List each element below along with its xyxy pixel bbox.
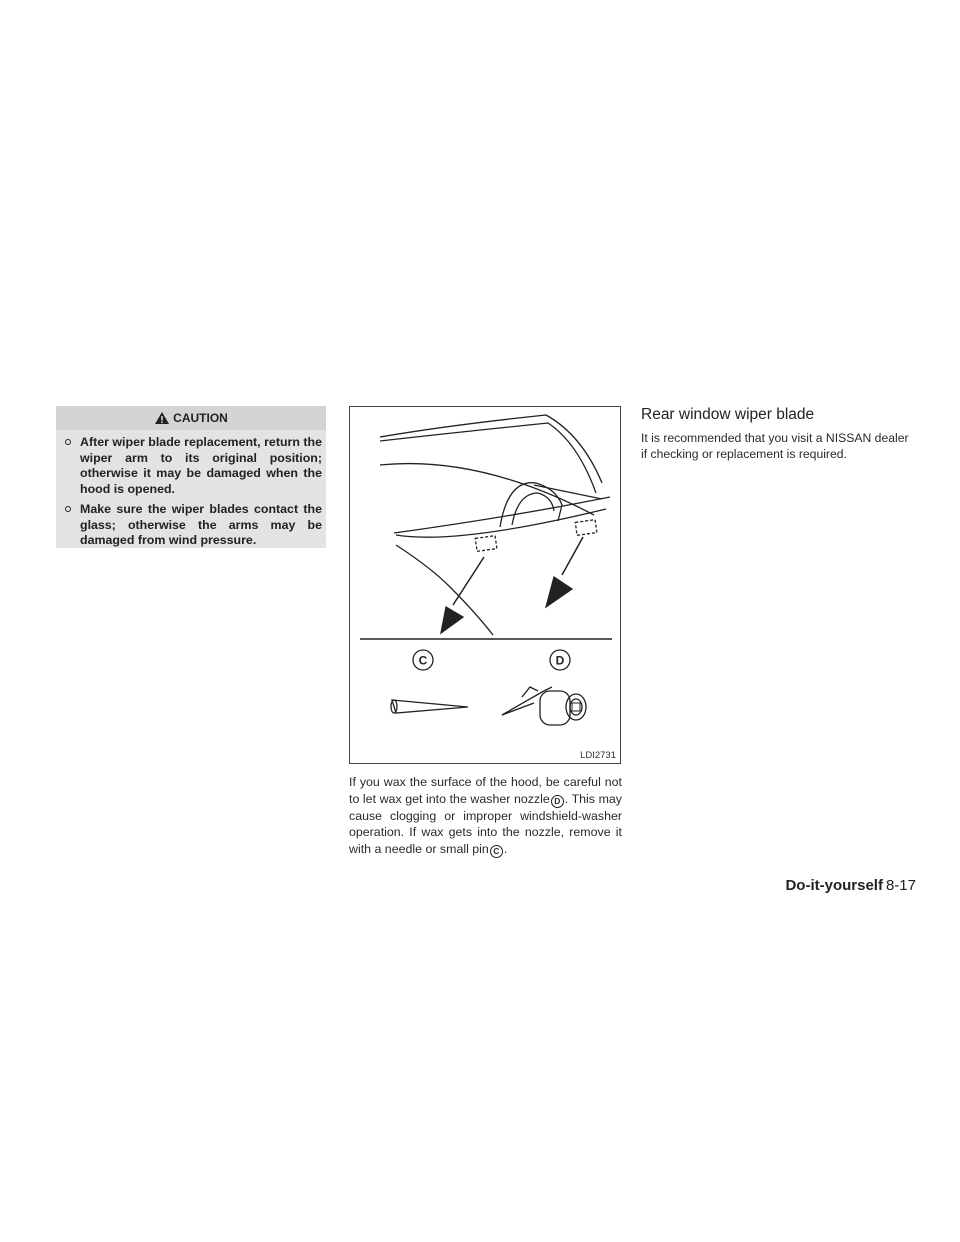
label-d: D (555, 653, 565, 668)
caution-item-text: After wiper blade replacement, return the wiper arm to its original position; otherwise it may be damaged when the hood is opened. (80, 435, 322, 496)
section-text: It is recommended that you visit a NISSAN dealer if checking or replacement is required. (641, 431, 909, 461)
caution-item (64, 502, 322, 549)
label-c: C (418, 653, 428, 668)
figure-code: LDI2731 (580, 750, 616, 761)
section-title: Rear window wiper blade (641, 406, 815, 423)
caution-list (56, 430, 326, 549)
hood-illustration (350, 407, 620, 763)
body-text-part3: . (503, 841, 508, 856)
caution-box (56, 406, 326, 548)
body-text-part2: . This may cause clogging or improper windshield-washer operation. If wax gets into the nozzle, remove it with a needle or small pin (349, 791, 622, 856)
caution-item-text: Make sure the wiper blades contact the glass; otherwise the arms may be damaged from wind pressure. (80, 502, 322, 547)
body-paragraph (349, 774, 622, 858)
page-number: 8-17 (885, 877, 916, 894)
chapter-name: Do-it-yourself (785, 877, 883, 894)
caution-header (56, 406, 326, 430)
caution-item (64, 435, 322, 497)
callout-d: D (551, 795, 564, 808)
callout-c: C (490, 845, 503, 858)
body-text-part1: If you wax the surface of the hood, be careful not to let wax get into the washer nozzle (349, 775, 622, 806)
caution-title: CAUTION (173, 411, 228, 425)
bullet-icon (65, 506, 71, 512)
warning-icon (154, 411, 170, 425)
page-footer (785, 877, 916, 894)
bullet-icon (65, 439, 71, 445)
washer-nozzle-figure (349, 406, 621, 764)
